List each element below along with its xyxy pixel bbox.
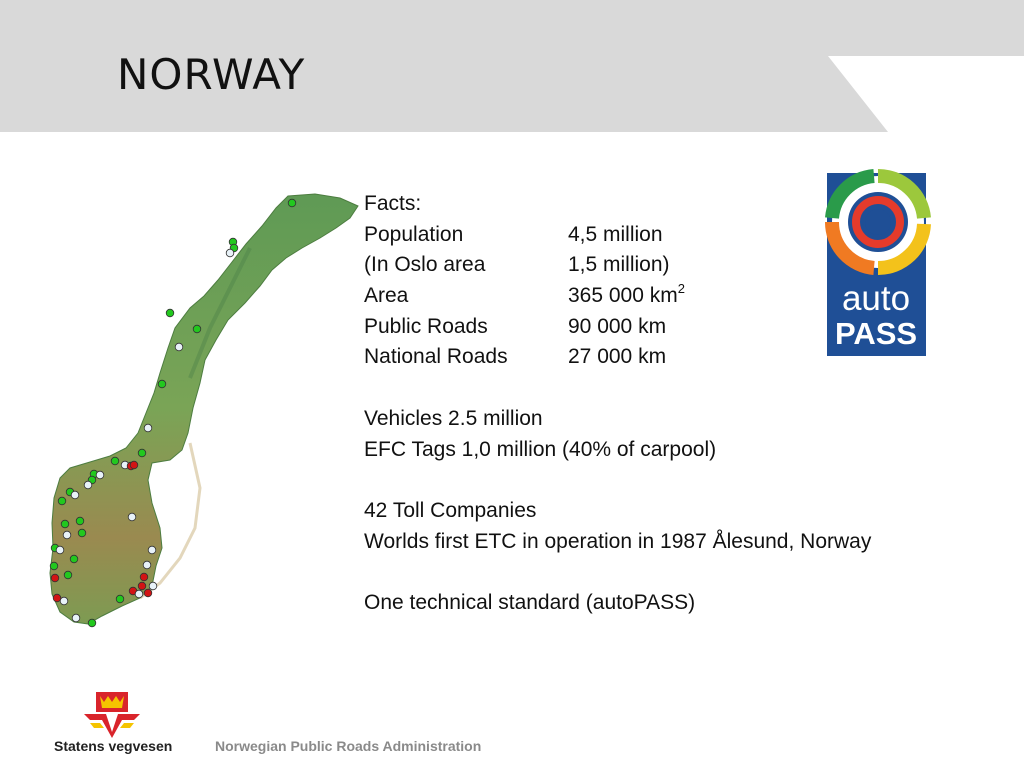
norway-map-icon xyxy=(40,188,370,633)
fact-value: 27 000 km xyxy=(568,345,667,369)
autopass-line1: auto xyxy=(841,279,911,318)
fact-standard: One technical standard (autoPASS) xyxy=(364,590,696,614)
fact-label: (In Oslo area xyxy=(364,253,486,277)
footer-agency: Norwegian Public Roads Administration xyxy=(215,738,482,754)
fact-value: 365 000 $km^2$ xyxy=(568,281,685,308)
fact-label: Population xyxy=(364,222,464,246)
fact-efc-tags: EFC Tags 1,0 million (40% of carpool) xyxy=(364,437,717,461)
fact-value: 4,5 million xyxy=(568,222,663,246)
superscript: 2 xyxy=(677,281,685,297)
autopass-line2: PASS xyxy=(834,316,918,351)
fact-first-etc: Worlds first ETC in operation in 1987 Ålesund, Norway xyxy=(364,529,872,553)
autopass-logo-icon xyxy=(818,162,936,358)
footer-brand: Statens vegvesen xyxy=(54,738,173,754)
fact-value: 90 000 km xyxy=(568,314,667,338)
fact-label: National Roads xyxy=(364,345,508,369)
fact-toll-companies: 42 Toll Companies xyxy=(364,498,537,522)
fact-value: 1,5 million) xyxy=(568,253,670,277)
page-title: NORWAY xyxy=(117,50,306,99)
facts-heading: Facts: xyxy=(364,192,422,215)
statens-vegvesen-logo-icon xyxy=(82,692,142,738)
fact-vehicles: Vehicles 2.5 million xyxy=(364,406,543,430)
fact-label: Public Roads xyxy=(364,314,488,338)
fact-label: Area xyxy=(364,284,409,308)
